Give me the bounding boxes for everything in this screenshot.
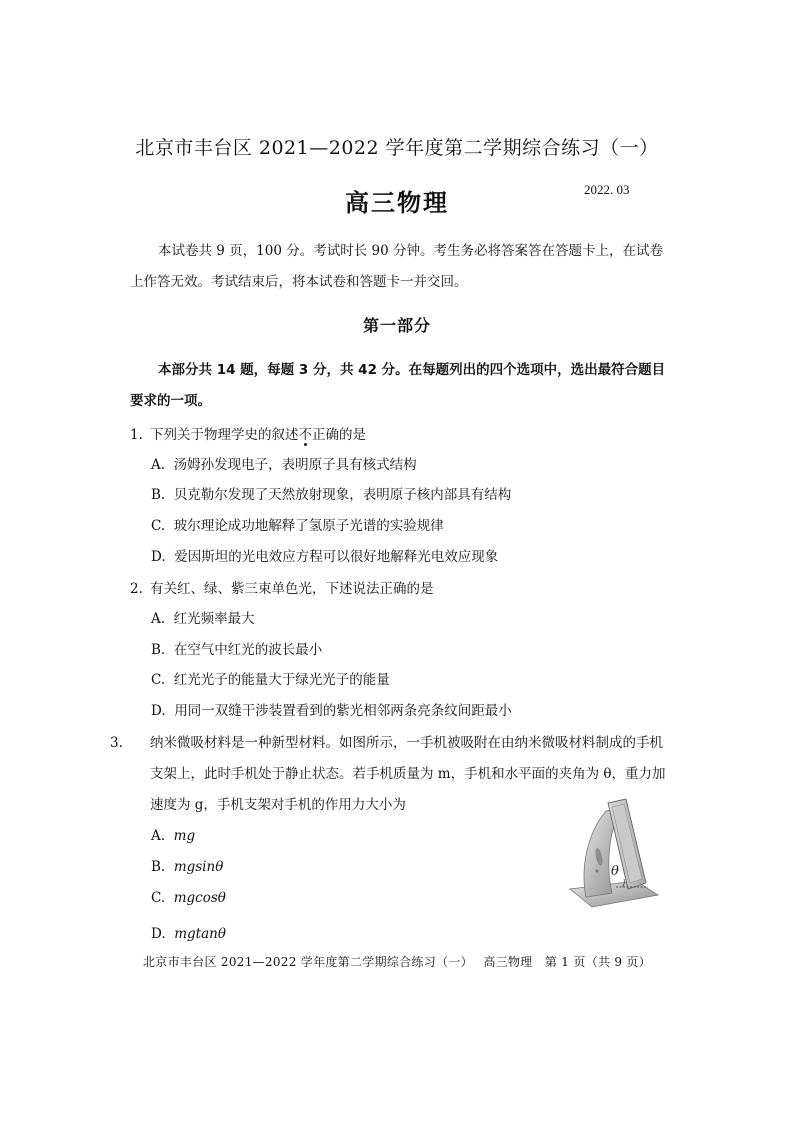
question-2-option-a: A. 红光频率最大	[151, 611, 255, 627]
question-2-option-c: C. 红光光子的能量大于绿光光子的能量	[151, 672, 390, 688]
question-number: 3.	[110, 735, 123, 751]
question-1-stem	[130, 420, 670, 451]
question-3-option-d: D. mgtanθ	[151, 926, 226, 942]
question-2-option-d: D. 用同一双缝干涉装置看到的紫光相邻两条亮条纹间距最小	[151, 703, 512, 719]
question-1-option-c: C. 玻尔理论成功地解释了氢原子光谱的实验规律	[151, 518, 444, 534]
question-2-option-b: B. 在空气中红光的波长最小	[151, 642, 323, 658]
part-description: 本部分共 14 题，每题 3 分，共 42 分。在每题列出的四个选项中，选出最符合题目要求的一项。	[130, 362, 666, 409]
part-title: 第一部分	[362, 316, 431, 335]
question-3-option-c: C. mgcosθ	[151, 890, 226, 906]
exam-date: 2022. 03	[584, 182, 630, 197]
question-3-option-a: A. mg	[151, 828, 196, 844]
question-2-stem	[130, 574, 670, 605]
subject-title: 高三物理	[345, 189, 449, 217]
angle-label: θ	[611, 864, 619, 879]
exam-title: 北京市丰台区 2021—2022 学年度第二学期综合练习（一）	[135, 137, 659, 159]
question-text: 正确的是	[312, 427, 366, 443]
question-number: 2.	[130, 581, 143, 597]
emphasis-mark: 不	[298, 427, 312, 443]
question-1-option-b: B. 贝克勒尔发现了天然放射现象，表明原子核内部具有结构	[151, 487, 512, 503]
exam-instructions: 本试卷共 9 页，100 分。考试时长 90 分钟。考生务必将答案答在答题卡上，在试卷上作答无效。考试结束后，将本试卷和答题卡一并交回。	[130, 243, 663, 290]
question-text: 有关红、绿、紫三束单色光，下述说法正确的是	[150, 581, 434, 597]
phone-stand-illustration	[566, 797, 662, 915]
question-1-option-a: A. 汤姆孙发现电子，表明原子具有核式结构	[151, 457, 417, 473]
question-text: 下列关于物理学史的叙述	[150, 427, 299, 443]
question-number: 1.	[130, 427, 143, 443]
question-1-option-d: D. 爱因斯坦的光电效应方程可以很好地解释光电效应现象	[151, 549, 499, 565]
page-footer: 北京市丰台区 2021—2022 学年度第二学期综合练习（一） 高三物理 第 1 页（共 9 页）	[142, 955, 652, 969]
question-text: 纳米微吸材料是一种新型材料。如图所示，一手机被吸附在由纳米微吸材料制成的手机支架上，此时手机处于静止状态。若手机质量为 m，手机和水平面的夹角为 θ，重力加速度为 g，手机支架对手机的作用力大小为	[150, 735, 666, 813]
question-3-option-b: B. mgsinθ	[151, 859, 224, 875]
